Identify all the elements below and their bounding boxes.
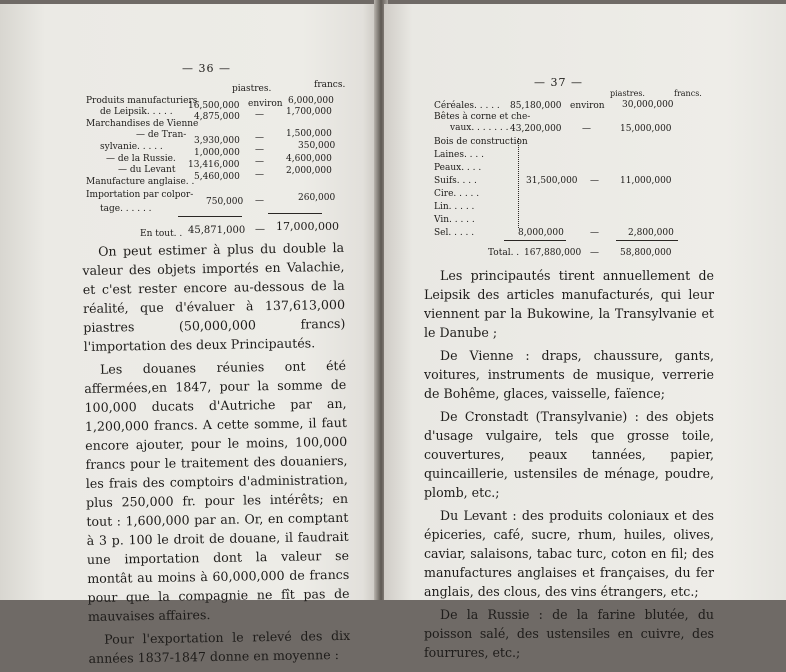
group-item: Suifs. . . .: [434, 176, 477, 186]
group-item: Bois de construction: [434, 137, 528, 147]
row-env: environ: [248, 99, 283, 109]
row-label: Manufacture anglaise. .: [86, 177, 195, 187]
row-francs: 2,800,000: [628, 228, 674, 238]
row-env: —: [255, 145, 264, 155]
row-env: —: [255, 110, 264, 120]
group-item: Lin. . . . .: [434, 202, 475, 212]
row-piastres: 4,875,000: [194, 112, 240, 122]
page-number: — 36 —: [182, 62, 231, 75]
row-env: —: [590, 228, 599, 238]
sum-rule: [504, 240, 566, 241]
row-label: — de Tran-: [136, 130, 187, 140]
total-piastres: 45,871,000: [188, 225, 246, 236]
paragraph: Du Levant : des produits coloniaux et des épiceries, café, sucre, rhum, huiles, olives, caviar, salaisons, tabac turc, coton en fil; des manufactures anglaises et françaises, du fer anglais, des clous, des vins étrangers, etc.;: [424, 508, 714, 599]
total-label: En tout. .: [140, 229, 183, 239]
paragraph: On peut estimer à plus du double la valeur des objets importés en Valachie, et c'est rester encore au-dessous de la réalité, que d'évaluer à 137,613,000 piastres (50,000,000 francs) l'importation des deux Principautés.: [82, 239, 346, 354]
row-francs: 30,000,000: [622, 100, 674, 110]
row-francs: 350,000: [298, 141, 336, 151]
row-label: Céréales. . . . .: [434, 101, 500, 111]
row-francs: 6,000,000: [288, 96, 334, 106]
row-piastres: 13,416,000: [188, 160, 240, 170]
row-label: Marchandises de Vienne: [86, 119, 199, 129]
left-page: [0, 4, 378, 666]
group-item: Vin. . . . .: [434, 215, 475, 225]
column-header-francs: francs.: [674, 89, 702, 98]
group-item: Peaux. . . .: [434, 163, 482, 173]
row-label: vaux. . . . . . .: [450, 123, 509, 133]
total-label: Total. .: [488, 248, 520, 258]
row-label: sylvanie. . . . .: [100, 142, 163, 152]
row-piastres: 85,180,000: [510, 101, 562, 111]
row-env: —: [255, 170, 264, 180]
right-page: [384, 4, 786, 660]
sum-rule: [178, 216, 242, 217]
row-label: — de la Russie.: [106, 154, 176, 164]
total-env: —: [590, 248, 599, 258]
page-number: — 37 —: [534, 76, 583, 89]
paragraph: De Cronstadt (Transylvanie) : des objets d'usage vulgaire, tels que grosse toile, couvertures, peaux tannées, papier, quincaillerie, ustensiles de ménage, poudre, plomb, etc.;: [424, 409, 714, 500]
column-header-francs: francs.: [314, 80, 346, 90]
row-label: Sel. . . . .: [434, 228, 475, 238]
row-piastres: 16,500,000: [188, 101, 240, 111]
row-piastres: 750,000: [206, 197, 244, 207]
group-francs: 11,000,000: [620, 176, 672, 186]
row-env: —: [255, 196, 264, 206]
row-env: —: [255, 157, 264, 167]
column-header-piastres: piastres.: [610, 89, 645, 98]
row-francs: 260,000: [298, 193, 336, 203]
group-item: Cire. . . . .: [434, 189, 480, 199]
total-francs: 17,000,000: [276, 220, 339, 233]
row-piastres: 43,200,000: [510, 124, 562, 134]
row-label: Bêtes à corne et che-: [434, 112, 531, 122]
row-label: Produits manufacturiers: [86, 96, 198, 106]
total-francs: 58,800,000: [620, 248, 672, 258]
group-env: —: [590, 176, 599, 186]
row-piastres: 5,460,000: [194, 172, 240, 182]
total-piastres: 167,880,000: [524, 248, 582, 258]
paragraph: De Vienne : draps, chaussure, gants, voitures, instruments de musique, verrerie de Bohême, glaces, vaisselle, faïence;: [424, 348, 714, 401]
row-env: —: [582, 124, 591, 134]
row-label: tage. . . . . .: [100, 204, 152, 214]
body-text: [82, 238, 351, 672]
row-env: —: [255, 133, 264, 143]
row-label: Importation par colpor-: [86, 190, 194, 200]
row-piastres: 8,000,000: [518, 228, 564, 238]
row-francs: 15,000,000: [620, 124, 672, 134]
paragraph: Les douanes réunies ont été affermées,en 1847, pour la somme de 100,000 ducats d'Autriche par an, 1,200,000 francs. A cette somme, il faut encore ajouter, pour le moins, 100,000 francs pour le traitement des douaniers, les frais des comptoirs d'administration, plus 250,000 fr. pour les intérêts; en tout : 1,600,000 par an. Or, en comptant à 3 p. 100 le droit de douane, il faudrait une importation dont la valeur se montât au moins à 60,000,000 de francs pour que la compagnie ne fît pas de mauvaises affaires.: [84, 357, 350, 624]
sum-rule: [268, 213, 322, 214]
row-piastres: 1,000,000: [194, 148, 240, 158]
row-label: de Leipsik. . . . .: [100, 107, 173, 117]
group-piastres: 31,500,000: [526, 176, 578, 186]
row-francs: 4,600,000: [286, 154, 332, 164]
body-text: [424, 266, 714, 666]
sum-rule: [616, 240, 678, 241]
row-francs: 1,500,000: [286, 129, 332, 139]
total-env: —: [255, 224, 265, 235]
paragraph: Les principautés tirent annuellement de Leipsik des articles manufacturés, qui leur viennent par la Bukowine, la Transylvanie et le Danube ;: [424, 268, 714, 340]
group-brace: [514, 138, 519, 228]
row-francs: 2,000,000: [286, 166, 332, 176]
row-env: environ: [570, 101, 605, 111]
row-label: — du Levant: [118, 165, 176, 175]
column-header-piastres: piastres.: [232, 84, 272, 94]
paragraph: Pour l'exportation le relevé des dix années 1837-1847 donne en moyenne :: [88, 627, 351, 666]
group-item: Laines. . . .: [434, 150, 484, 160]
row-piastres: 3,930,000: [194, 136, 240, 146]
paragraph: De la Russie : de la farine blutée, du poisson salé, des ustensiles en cuivre, des fourrures, etc.;: [424, 607, 714, 660]
row-francs: 1,700,000: [286, 107, 332, 117]
